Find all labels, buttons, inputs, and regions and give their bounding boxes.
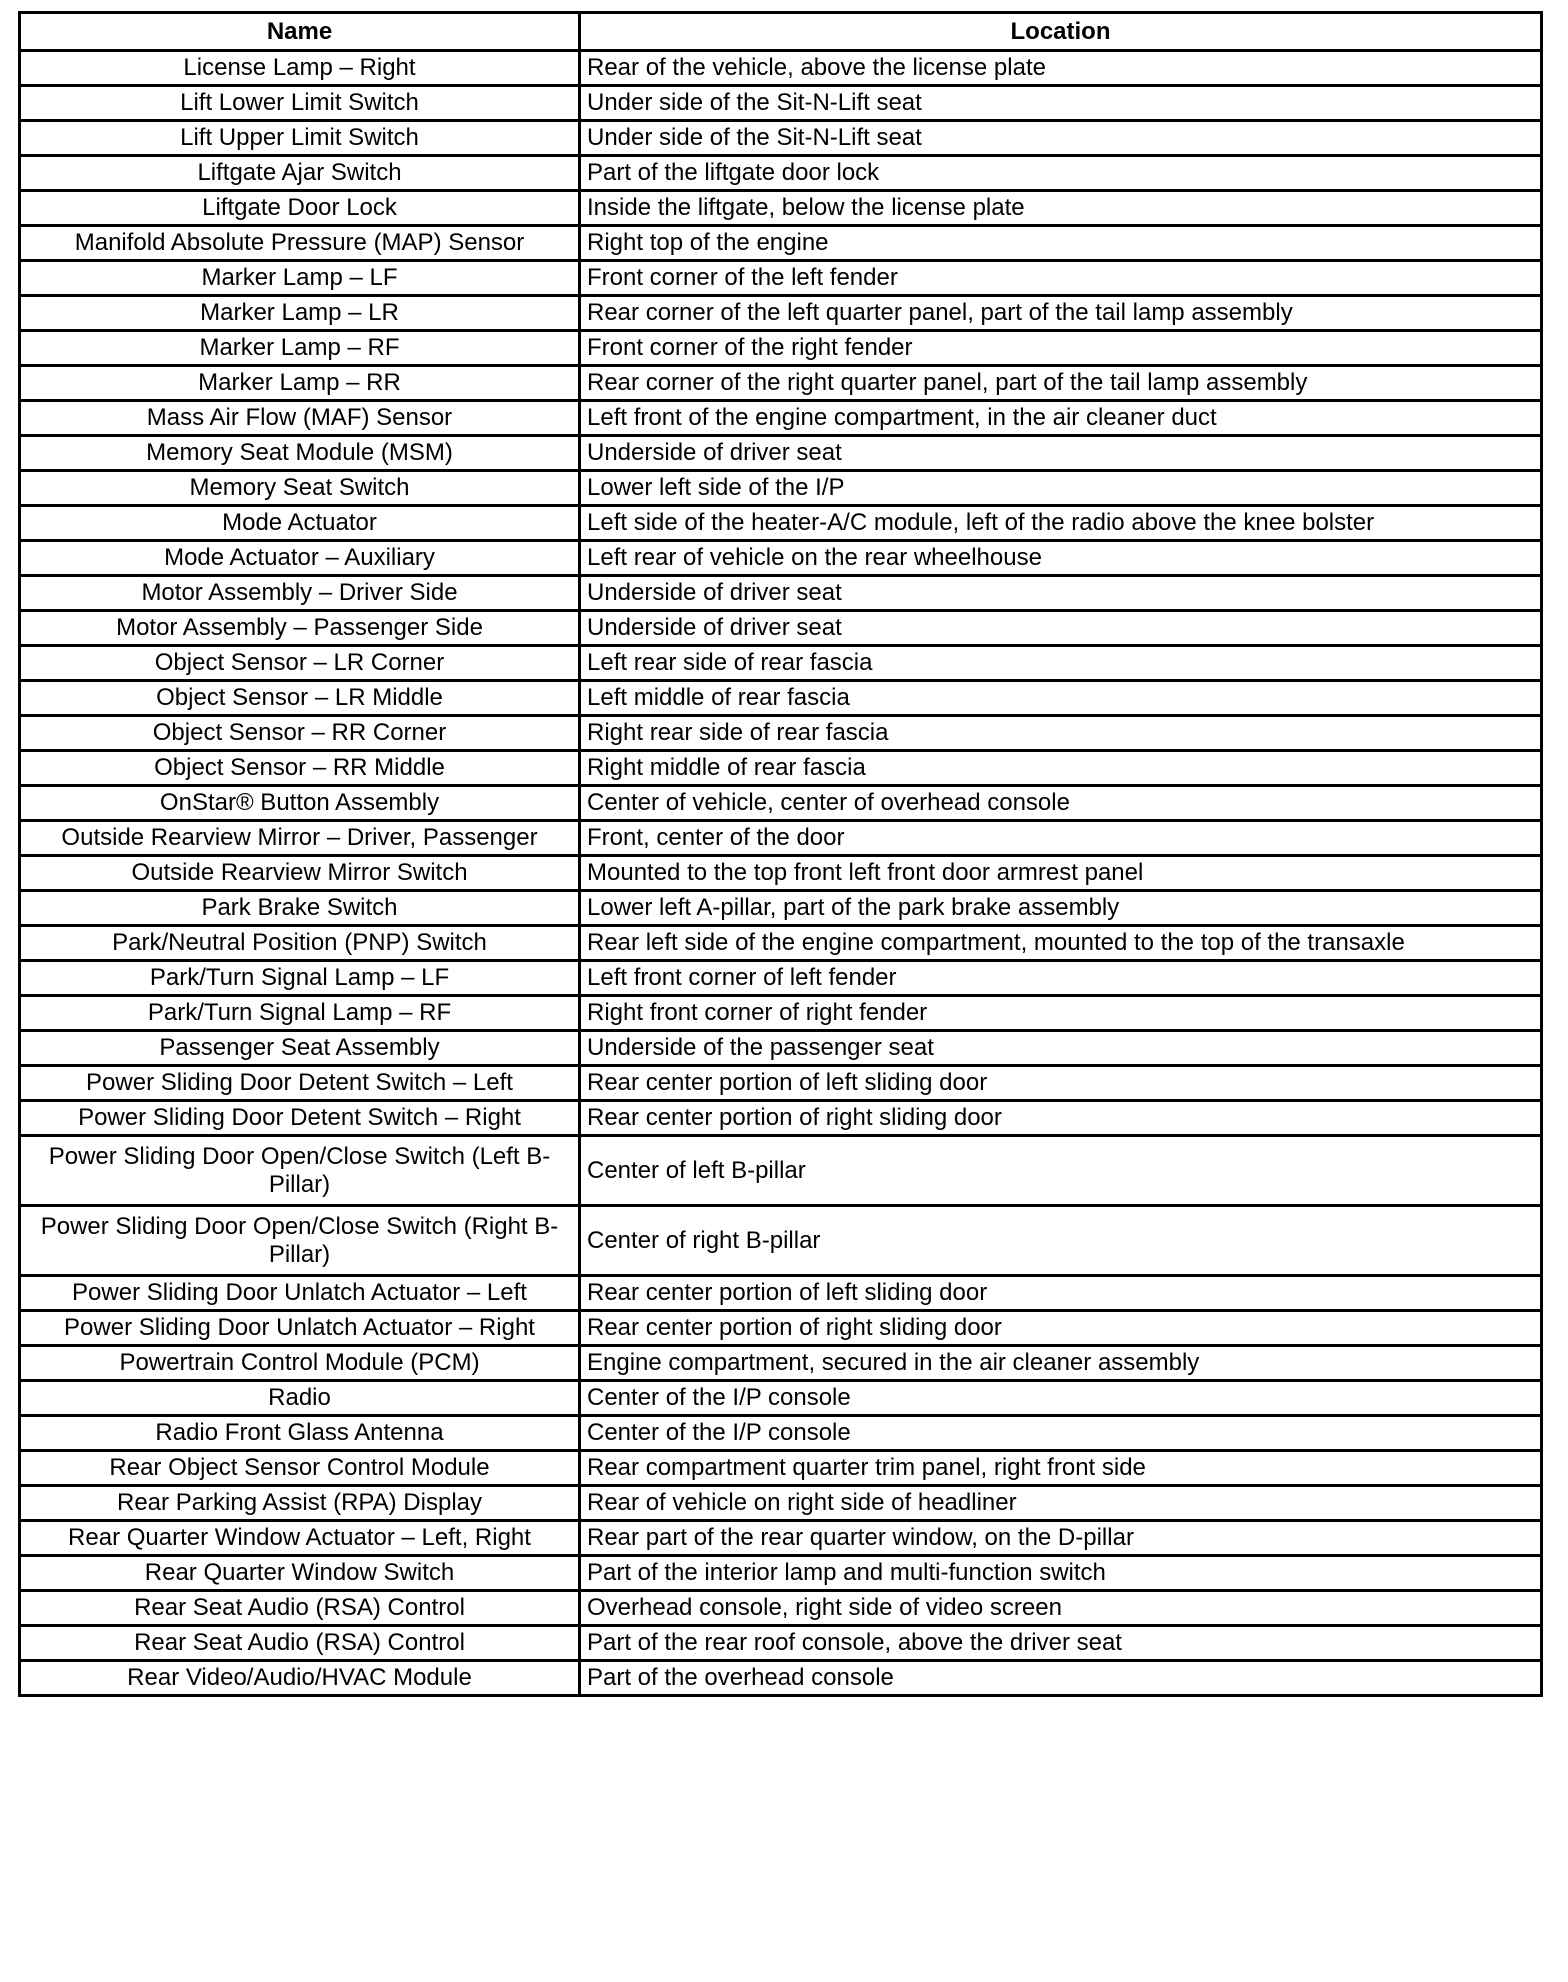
table-row: [20, 646, 1542, 681]
component-location-cell: Underside of driver seat: [580, 576, 1542, 611]
component-name-cell: Object Sensor – LR Middle: [20, 681, 580, 716]
table-row: [20, 226, 1542, 261]
table-row: [20, 576, 1542, 611]
component-name-cell: Mode Actuator – Auxiliary: [20, 541, 580, 576]
component-location-cell: Front corner of the left fender: [580, 261, 1542, 296]
component-location-cell: Left rear side of rear fascia: [580, 646, 1542, 681]
table-row: [20, 1311, 1542, 1346]
component-location-cell: Left side of the heater-A/C module, left of the radio above the knee bolster: [580, 506, 1542, 541]
table-row: [20, 1206, 1542, 1276]
component-name-cell: Object Sensor – RR Middle: [20, 751, 580, 786]
table-row: [20, 716, 1542, 751]
component-name-cell: Powertrain Control Module (PCM): [20, 1346, 580, 1381]
component-name-cell: Power Sliding Door Open/Close Switch (Left B-Pillar): [20, 1136, 580, 1206]
table-row: [20, 751, 1542, 786]
component-name-cell: Passenger Seat Assembly: [20, 1031, 580, 1066]
table-row: [20, 401, 1542, 436]
table-row: [20, 1346, 1542, 1381]
table-row: [20, 611, 1542, 646]
component-name-cell: Marker Lamp – LF: [20, 261, 580, 296]
component-location-cell: Center of the I/P console: [580, 1381, 1542, 1416]
component-name-cell: License Lamp – Right: [20, 51, 580, 86]
component-name-cell: Park/Turn Signal Lamp – RF: [20, 996, 580, 1031]
component-location-cell: Rear corner of the right quarter panel, part of the tail lamp assembly: [580, 366, 1542, 401]
component-name-cell: Rear Object Sensor Control Module: [20, 1451, 580, 1486]
component-name-cell: Power Sliding Door Detent Switch – Left: [20, 1066, 580, 1101]
component-location-cell: Right front corner of right fender: [580, 996, 1542, 1031]
component-location-cell: Rear part of the rear quarter window, on the D-pillar: [580, 1521, 1542, 1556]
component-location-cell: Underside of the passenger seat: [580, 1031, 1542, 1066]
component-name-cell: Motor Assembly – Driver Side: [20, 576, 580, 611]
table-row: [20, 1556, 1542, 1591]
table-row: [20, 1661, 1542, 1696]
table-row: [20, 1486, 1542, 1521]
name-column-header: Name: [20, 13, 580, 51]
table-row: [20, 821, 1542, 856]
component-name-cell: Memory Seat Module (MSM): [20, 436, 580, 471]
component-name-cell: Marker Lamp – RF: [20, 331, 580, 366]
table-row: [20, 1451, 1542, 1486]
component-location-cell: Left front corner of left fender: [580, 961, 1542, 996]
component-name-cell: Rear Quarter Window Actuator – Left, Right: [20, 1521, 580, 1556]
component-name-cell: Park/Neutral Position (PNP) Switch: [20, 926, 580, 961]
table-row: [20, 506, 1542, 541]
component-name-cell: Memory Seat Switch: [20, 471, 580, 506]
component-location-cell: Rear center portion of left sliding door: [580, 1066, 1542, 1101]
component-name-cell: Mass Air Flow (MAF) Sensor: [20, 401, 580, 436]
table-row: [20, 296, 1542, 331]
table-row: [20, 86, 1542, 121]
component-name-cell: Marker Lamp – LR: [20, 296, 580, 331]
component-name-cell: Manifold Absolute Pressure (MAP) Sensor: [20, 226, 580, 261]
component-location-cell: Rear compartment quarter trim panel, right front side: [580, 1451, 1542, 1486]
component-location-cell: Center of right B-pillar: [580, 1206, 1542, 1276]
table-row: [20, 996, 1542, 1031]
component-location-cell: Front corner of the right fender: [580, 331, 1542, 366]
component-name-cell: Liftgate Ajar Switch: [20, 156, 580, 191]
component-name-cell: Rear Parking Assist (RPA) Display: [20, 1486, 580, 1521]
component-name-cell: Park/Turn Signal Lamp – LF: [20, 961, 580, 996]
component-name-cell: Power Sliding Door Open/Close Switch (Right B-Pillar): [20, 1206, 580, 1276]
table-row: [20, 156, 1542, 191]
component-location-cell: Underside of driver seat: [580, 436, 1542, 471]
component-name-cell: Rear Seat Audio (RSA) Control: [20, 1591, 580, 1626]
component-location-cell: Right rear side of rear fascia: [580, 716, 1542, 751]
component-name-cell: Rear Video/Audio/HVAC Module: [20, 1661, 580, 1696]
component-name-cell: Power Sliding Door Unlatch Actuator – Right: [20, 1311, 580, 1346]
component-name-cell: Power Sliding Door Detent Switch – Right: [20, 1101, 580, 1136]
component-location-cell: Under side of the Sit-N-Lift seat: [580, 86, 1542, 121]
component-location-cell: Part of the liftgate door lock: [580, 156, 1542, 191]
table-row: [20, 891, 1542, 926]
component-name-cell: Outside Rearview Mirror – Driver, Passenger: [20, 821, 580, 856]
component-location-cell: Rear center portion of right sliding door: [580, 1311, 1542, 1346]
component-name-cell: Marker Lamp – RR: [20, 366, 580, 401]
component-name-cell: Power Sliding Door Unlatch Actuator – Left: [20, 1276, 580, 1311]
table-row: [20, 541, 1542, 576]
table-row: [20, 856, 1542, 891]
component-location-cell: Part of the rear roof console, above the driver seat: [580, 1626, 1542, 1661]
table-header-row: [20, 13, 1542, 51]
component-location-cell: Left rear of vehicle on the rear wheelhouse: [580, 541, 1542, 576]
component-location-cell: Front, center of the door: [580, 821, 1542, 856]
component-name-cell: Rear Seat Audio (RSA) Control: [20, 1626, 580, 1661]
component-location-cell: Rear center portion of left sliding door: [580, 1276, 1542, 1311]
component-name-cell: Radio: [20, 1381, 580, 1416]
component-name-cell: Park Brake Switch: [20, 891, 580, 926]
component-location-cell: Lower left side of the I/P: [580, 471, 1542, 506]
table-row: [20, 331, 1542, 366]
component-name-cell: OnStar® Button Assembly: [20, 786, 580, 821]
component-location-cell: Inside the liftgate, below the license plate: [580, 191, 1542, 226]
table-row: [20, 1416, 1542, 1451]
component-location-table: [18, 11, 1543, 1697]
component-name-cell: Lift Lower Limit Switch: [20, 86, 580, 121]
component-name-cell: Lift Upper Limit Switch: [20, 121, 580, 156]
table-row: [20, 1276, 1542, 1311]
table-body: [20, 51, 1542, 1696]
component-name-cell: Mode Actuator: [20, 506, 580, 541]
table-row: [20, 191, 1542, 226]
component-location-table-wrapper: [18, 11, 1540, 1697]
component-location-cell: Underside of driver seat: [580, 611, 1542, 646]
component-location-cell: Mounted to the top front left front door armrest panel: [580, 856, 1542, 891]
table-row: [20, 1591, 1542, 1626]
component-location-cell: Engine compartment, secured in the air cleaner assembly: [580, 1346, 1542, 1381]
table-row: [20, 1521, 1542, 1556]
component-location-cell: Rear corner of the left quarter panel, part of the tail lamp assembly: [580, 296, 1542, 331]
component-location-cell: Center of left B-pillar: [580, 1136, 1542, 1206]
component-location-cell: Rear of vehicle on right side of headliner: [580, 1486, 1542, 1521]
component-location-cell: Rear of the vehicle, above the license plate: [580, 51, 1542, 86]
component-location-cell: Overhead console, right side of video screen: [580, 1591, 1542, 1626]
component-location-cell: Under side of the Sit-N-Lift seat: [580, 121, 1542, 156]
table-row: [20, 961, 1542, 996]
component-location-cell: Lower left A-pillar, part of the park brake assembly: [580, 891, 1542, 926]
location-column-header: Location: [580, 13, 1542, 51]
component-name-cell: Liftgate Door Lock: [20, 191, 580, 226]
component-location-cell: Center of the I/P console: [580, 1416, 1542, 1451]
table-row: [20, 1101, 1542, 1136]
table-row: [20, 1381, 1542, 1416]
table-row: [20, 1031, 1542, 1066]
component-location-cell: Rear center portion of right sliding door: [580, 1101, 1542, 1136]
table-row: [20, 121, 1542, 156]
table-row: [20, 471, 1542, 506]
table-row: [20, 436, 1542, 471]
table-row: [20, 1066, 1542, 1101]
table-row: [20, 51, 1542, 86]
component-name-cell: Object Sensor – LR Corner: [20, 646, 580, 681]
component-location-cell: Left front of the engine compartment, in the air cleaner duct: [580, 401, 1542, 436]
component-name-cell: Rear Quarter Window Switch: [20, 1556, 580, 1591]
table-row: [20, 786, 1542, 821]
component-location-cell: Part of the interior lamp and multi-function switch: [580, 1556, 1542, 1591]
table-row: [20, 681, 1542, 716]
component-name-cell: Object Sensor – RR Corner: [20, 716, 580, 751]
component-location-cell: Center of vehicle, center of overhead console: [580, 786, 1542, 821]
table-row: [20, 261, 1542, 296]
table-row: [20, 1626, 1542, 1661]
table-row: [20, 366, 1542, 401]
table-row: [20, 1136, 1542, 1206]
component-location-cell: Part of the overhead console: [580, 1661, 1542, 1696]
component-location-cell: Rear left side of the engine compartment, mounted to the top of the transaxle: [580, 926, 1542, 961]
component-name-cell: Outside Rearview Mirror Switch: [20, 856, 580, 891]
table-row: [20, 926, 1542, 961]
component-name-cell: Motor Assembly – Passenger Side: [20, 611, 580, 646]
component-location-cell: Left middle of rear fascia: [580, 681, 1542, 716]
component-name-cell: Radio Front Glass Antenna: [20, 1416, 580, 1451]
component-location-cell: Right top of the engine: [580, 226, 1542, 261]
component-location-cell: Right middle of rear fascia: [580, 751, 1542, 786]
